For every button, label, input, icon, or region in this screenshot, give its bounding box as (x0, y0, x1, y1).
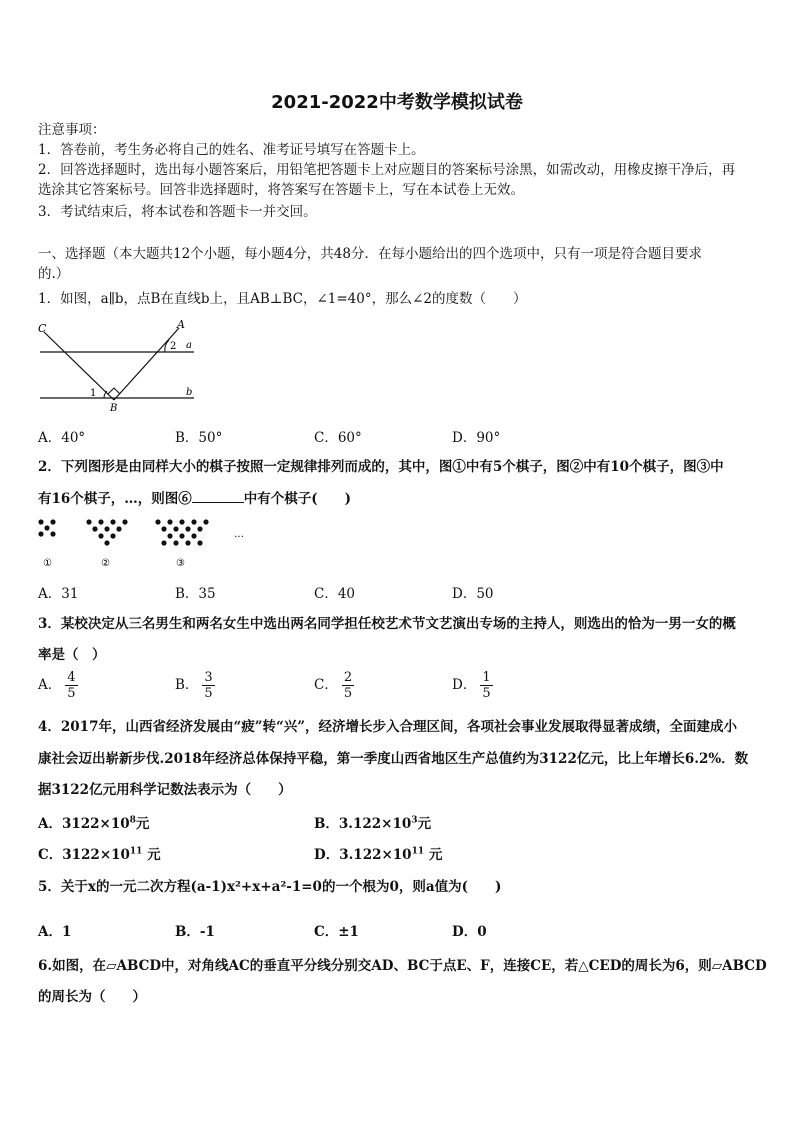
angle-2-arc (165, 340, 169, 352)
page-title: 2021-2022中考数学模拟试卷 (271, 92, 523, 113)
option-a: A． $\frac{4}{5}$ (38, 670, 76, 701)
option-d: D．$3.122\times 10^{11}$ 元 (314, 846, 443, 863)
label-b-point: B (110, 403, 118, 414)
question-1-figure (34, 318, 204, 414)
option-b: B．$3.122\times 10^3$元 (314, 815, 432, 832)
label-fig-2: ② (101, 558, 110, 569)
option-a: A．$3122\times 10^8$元 (38, 815, 150, 832)
label-line-a: a (186, 340, 192, 351)
label-fig-1: ① (43, 558, 52, 569)
question-2-text-b: 中有个棋子( ) (243, 491, 352, 507)
notice-item: 1．答卷前，考生务必将自己的姓名、准考证号填写在答题卡上。 (38, 142, 425, 158)
ellipsis: … (234, 529, 244, 540)
angle-1-arc (104, 391, 107, 398)
option-c: C．60° (314, 430, 362, 446)
option-b: B．50° (175, 430, 223, 446)
segment-cb (44, 332, 114, 400)
option-a: A．40° (38, 430, 86, 446)
option-a: A．31 (38, 586, 79, 602)
right-angle-mark (108, 388, 120, 394)
option-c: C．±1 (314, 924, 359, 940)
answer-blank (192, 490, 244, 503)
question-2-stem-cont (38, 489, 351, 509)
question-1-stem: 1．如图，a∥b，点B在直线b上，且AB⊥BC，∠1=40°，那么∠2的度数（ ） (38, 291, 527, 307)
label-a-point: A (177, 318, 185, 331)
fraction: $\frac{2}{5}$ (343, 670, 353, 701)
notice-heading: 注意事项： (38, 122, 106, 138)
notice-item: 2．回答选择题时，选出每小题答案后，用铅笔把答题卡上对应题目的答案标号涂黑，如需改动，用橡皮擦干净后，再 (38, 162, 736, 178)
question-6-stem-cont: 的周长为（ ） (38, 989, 146, 1005)
question-2-text-a: 有16个棋子，…，则图⑥ (38, 491, 192, 507)
option-b: B． $\frac{3}{5}$ (175, 670, 213, 701)
option-d: D．0 (452, 924, 487, 940)
option-d: D．50 (452, 586, 494, 602)
question-4-stem: 4．2017年，山西省经济发展由“疲”转“兴”，经济增长步入合理区间，各项社会事业发展取得显著成绩，全面建成小 (38, 719, 738, 735)
question-4-stem-cont: 康社会迈出崭新步伐.2018年经济总体保持平稳，第一季度山西省地区生产总值约为3122亿元，比上年增长6.2%．数 (38, 751, 749, 767)
section-heading-cont: 的.） (38, 266, 70, 282)
label-line-b: b (186, 387, 193, 398)
question-3-stem-cont: 率是（ ） (38, 647, 106, 663)
option-b: B．35 (175, 586, 216, 602)
label-angle-2: 2 (170, 341, 177, 352)
option-c: C．40 (314, 586, 356, 602)
label-c: C (38, 322, 47, 335)
question-2-figure (34, 516, 274, 570)
pattern-1 (38, 519, 55, 536)
option-c: C． $\frac{2}{5}$ (314, 670, 353, 701)
question-5-stem: 5．关于x的一元二次方程(a-1)x²+x+a²-1=0的一个根为0，则a值为( ) (38, 879, 502, 895)
question-6-stem: 6.如图，在▱ABCD中，对角线AC的垂直平分线分别交AD、BC于点E、F，连接CE，若△CED的周长为6，则▱ABCD (38, 958, 767, 974)
question-4-stem-cont: 据3122亿元用科学记数法表示为（ ） (38, 782, 292, 798)
option-d: D．90° (452, 430, 501, 446)
option-b: B．-1 (175, 924, 215, 940)
segment-ba (114, 328, 179, 400)
option-c: C．$3122\times 10^{11}$ 元 (38, 846, 161, 863)
question-3-stem: 3．某校决定从三名男生和两名女生中选出两名同学担任校艺术节文艺演出专场的主持人，则选出的恰为一男一女的概 (38, 616, 736, 632)
notice-item: 选涂其它答案标号。回答非选择题时，将答案写在答题卡上，写在本试卷上无效。 (38, 182, 524, 198)
question-2-stem: 2．下列图形是由同样大小的棋子按照一定规律排列而成的，其中，图①中有5个棋子，图②中有10个棋子，图③中 (38, 459, 724, 475)
option-a: A．1 (38, 924, 72, 940)
fraction: $\frac{4}{5}$ (67, 670, 76, 701)
notice-item: 3．考试结束后，将本试卷和答题卡一并交回。 (38, 204, 317, 220)
section-heading: 一、选择题（本大题共12个小题，每小题4分，共48分．在每小题给出的四个选项中，只有一项是符合题目要求 (38, 246, 702, 262)
label-angle-1: 1 (90, 388, 97, 399)
fraction: $\frac{1}{5}$ (482, 670, 491, 701)
option-d: D． $\frac{1}{5}$ (452, 670, 491, 701)
label-fig-3: ③ (176, 558, 185, 569)
pattern-3 (155, 519, 208, 545)
pattern-2 (86, 519, 127, 545)
fraction: $\frac{3}{5}$ (204, 670, 213, 701)
